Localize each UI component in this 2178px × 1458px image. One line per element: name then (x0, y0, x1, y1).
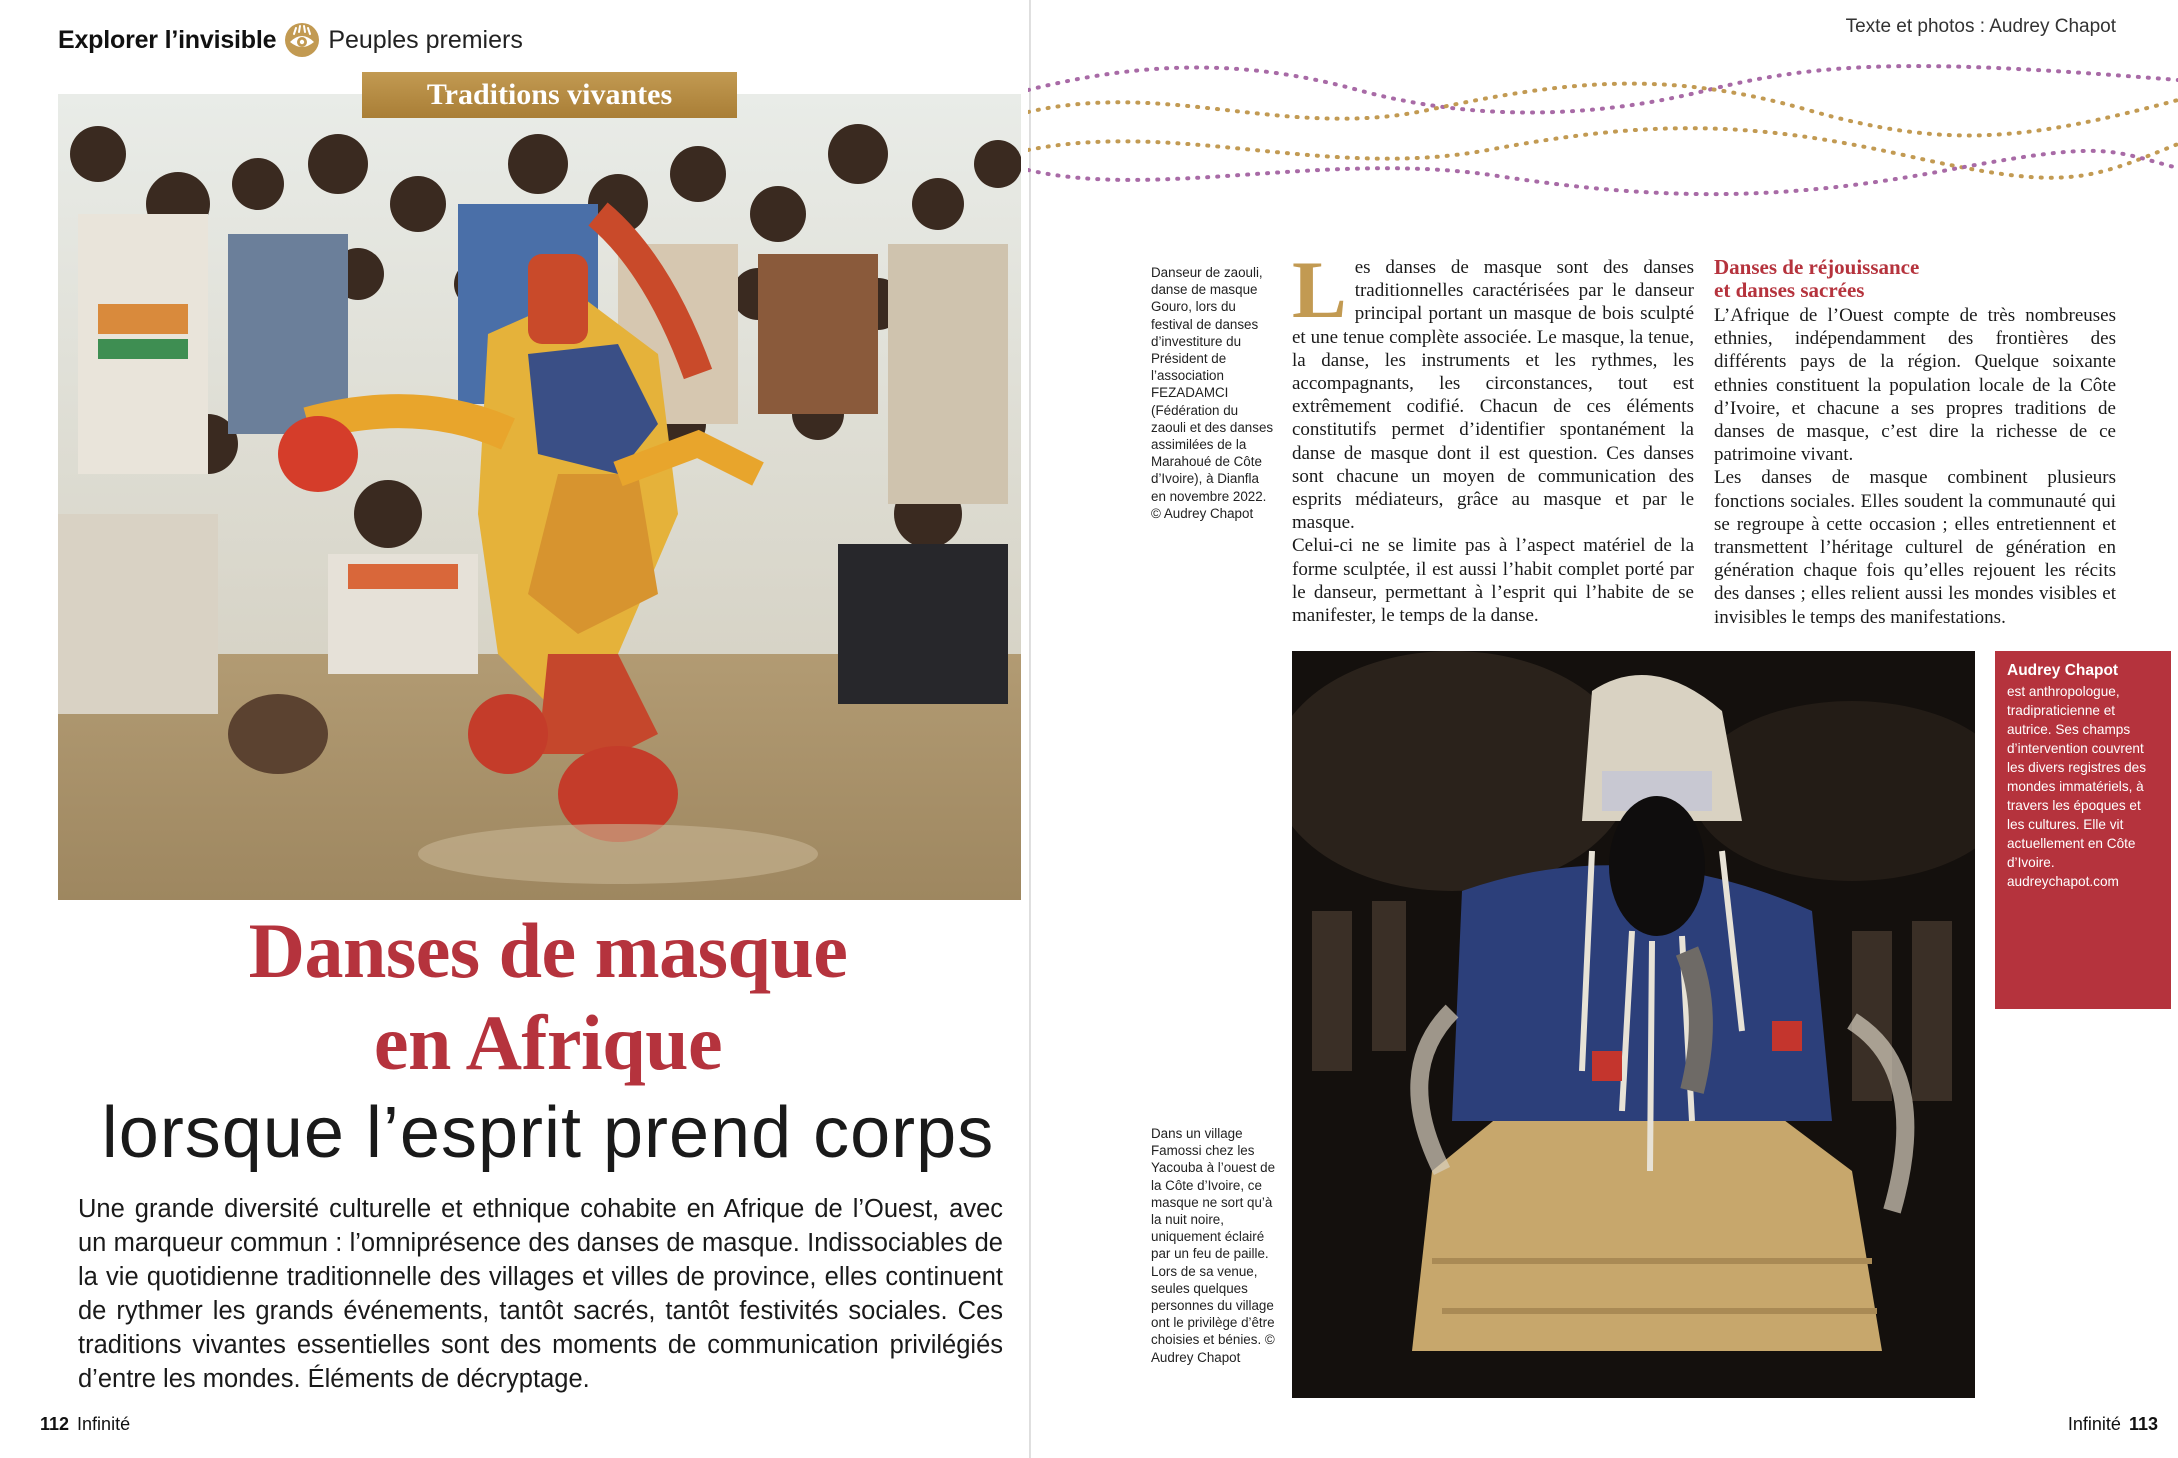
text-column-2 (1714, 256, 2116, 629)
photo-famossi-mask (1292, 651, 1975, 1398)
folio-left (40, 1414, 130, 1435)
caption-photo2: Dans un village Famossi chez les Yacouba à l’ouest de la Côte d’Ivoire, ce masque ne sort qu’à la nuit noire, uniquement éclairé par un feu de paille. Lors de sa venue, seules quelques personnes du village ont le privilège d’être choisies et bénies. © Audrey Chapot (1151, 1126, 1276, 1365)
article-title (58, 905, 1038, 1089)
article-title-line2: en Afrique (373, 999, 723, 1086)
kicker-label: Traditions vivantes (362, 72, 737, 118)
photo-zaouli-dancer-image (58, 94, 1021, 900)
lead-paragraph: Une grande diversité culturelle et ethnique cohabite en Afrique de l’Ouest, avec un marqueur commun : l’omniprésence des danses de masque. Indissociables de la vie quotidienne traditionnelle des villages et villes de province, elles continuent de rythmer les grands événements, tantôt sacrés, tantôt festivités sociales. Ces traditions vivantes essentielles sont des moments de communication privilégiés d’entre les mondes. Éléments de décryptage. (78, 1195, 1003, 1393)
column1-paragraph2: Celui-ci ne se limite pas à l’aspect matériel de la forme sculptée, il est aussi l’habit complet porté par le danseur, permettant à l’esprit qui l’habite de se manifester, le temps de la danse. (1292, 535, 1694, 627)
article-title-line1: Danses de masque (248, 907, 848, 994)
photo-zaouli-dancer (58, 94, 1021, 900)
column2-subhead-line2: et danses sacrées (1714, 278, 1865, 302)
magazine-name-right: Infinité (2067, 1414, 2121, 1434)
page-number-left: 112 (40, 1414, 70, 1434)
caption-photo1: Danseur de zaouli, danse de masque Gouro, lors du festival de danses d’investiture du Président de l’association FEZADAMCI (Fédération du zaouli et des danses assimilées de la Marahoué de Côte d’Ivoire), à Dianfla en novembre 2022. © Audrey Chapot (1151, 265, 1274, 521)
author-bio-text: est anthropologue, tradipraticienne et autrice. Ses champs d’intervention couvrent les divers registres des mondes immatériels, à travers les époques et les cultures. Elle vit actuellement en Côte d’Ivoire. (2007, 684, 2147, 870)
text-column-1 (1292, 244, 1694, 627)
page-number-right: 113 (2128, 1414, 2158, 1434)
column1-paragraph1: es danses de masque sont des danses traditionnelles caractérisées par le danseur principal portant un masque de bois sculpté et une tenue complète associée. Le masque, la tenue, la danse, les instruments et les rythmes, les accompagnants, les circonstances, tout est extrêmement codifié. Chacun de ces éléments constitutifs permet d’identifier spontanément la danse de masque dont il est question. Ces danses sont chacune un moyen de communication des esprits médiateurs, grâce au masque et par le masque. (1292, 257, 1694, 534)
section-header (58, 22, 523, 58)
column2-paragraph1: L’Afrique de l’Ouest compte de très nombreuses ethnies, indépendamment des frontières des différents pays de la région. Quelque soixante ethnies constituent la population locale de la Côte d’Ivoire, et chacune a ses propres traditions de danses de masque, c’est dire la richesse de ce patrimoine vivant. (1714, 305, 2116, 466)
left-page (0, 0, 1030, 1458)
drop-cap: L (1292, 244, 1347, 335)
section-title: Explorer l’invisible (58, 25, 277, 54)
section-topic: Peuples premiers (328, 25, 523, 54)
photo-famossi-mask-image (1292, 651, 1975, 1398)
folio-right (2068, 1414, 2158, 1435)
author-bio-box (1995, 651, 2171, 1009)
magazine-name-left: Infinité (77, 1414, 131, 1434)
column2-paragraph2: Les danses de masque combinent plusieurs fonctions sociales. Elles soudent la communauté qui se regroupe à cette occasion ; elles entretiennent et transmettent l’héritage culturel de génération en génération chaque fois qu’elles rejouent les récits des danses ; elles relient aussi les mondes visibles et invisibles le temps des manifestations. (1714, 467, 2116, 628)
column2-subhead (1714, 256, 2116, 302)
author-name: Audrey Chapot (2007, 662, 2119, 679)
author-website: audreychapot.com (2007, 874, 2119, 889)
decorative-dotted-waves (1028, 60, 2178, 200)
column2-subhead-line1: Danses de réjouissance (1714, 255, 1920, 279)
eye-hand-icon (284, 22, 320, 58)
author-credit: Texte et photos : Audrey Chapot (1845, 16, 2116, 37)
article-subtitle: lorsque l’esprit prend corps (101, 1093, 995, 1173)
